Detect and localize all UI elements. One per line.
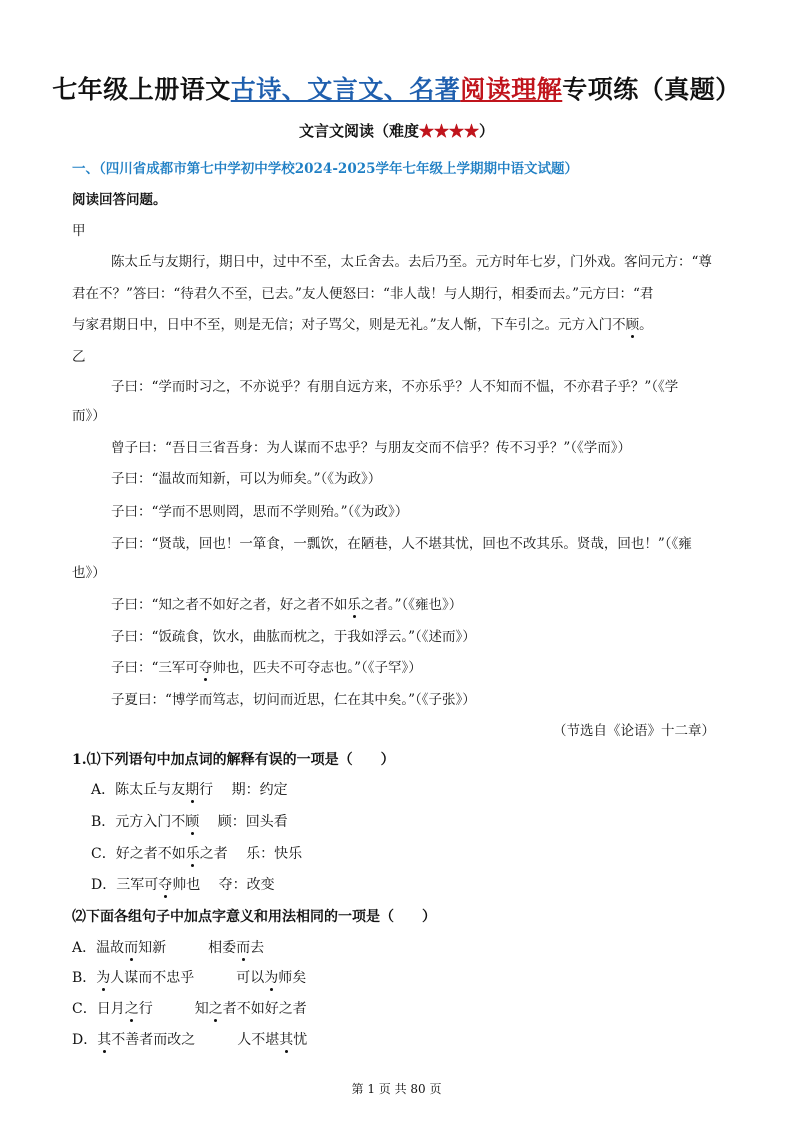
title-part-1: 七年级上册语文 [52, 75, 231, 104]
q2-option-c[interactable]: C．日月之行 知之者不如好之者 [72, 1001, 307, 1017]
passage-jia-line-3: 与家君期日中，日中不至，则是无信；对子骂父，则是无礼。”友人惭，下车引之。元方入门不顾。 [72, 317, 653, 333]
passage-citation: （节选自《论语》十二章） [553, 723, 715, 739]
passage-yi-line-4: 子曰：“学而不思则罔，思而不学则殆。”（《为政》） [111, 504, 409, 520]
q1-option-b[interactable]: B．元方入门不顾 顾：回头看 [91, 814, 288, 830]
passage-yi-line-7: 子曰：“饭疏食，饮水，曲肱而枕之，于我如浮云。”（《述而》） [111, 629, 476, 645]
dotted-char: 而 [124, 940, 139, 956]
q1-option-a[interactable]: A．陈太丘与友期行 期：约定 [91, 782, 288, 798]
page-footer: 第 1 页 共 80 页 [351, 1082, 442, 1096]
passage-jia-label: 甲 [72, 223, 86, 239]
passage-yi-line-1b: 而》） [72, 408, 106, 424]
passage-jia-line-1: 陈太丘与友期行，期日中，过中不至，太丘舍去。去后乃至。元方时年七岁，门外戏。客问元方：“尊 [111, 254, 712, 270]
instruction: 阅读回答问题。 [72, 192, 167, 208]
subtitle-close: ） [479, 122, 495, 140]
q1-option-c[interactable]: C．好之者不如乐之者 乐：快乐 [91, 846, 303, 862]
passage-yi-line-5b: 也》） [72, 565, 106, 581]
dotted-char: 顾 [625, 317, 640, 333]
dotted-char: 其 [279, 1032, 294, 1048]
passage-yi-line-8: 子曰：“三军可夺帅也，匹夫不可夺志也。”（《子罕》） [111, 660, 422, 676]
passage-yi-line-9: 子夏曰：“博学而笃志，切问而近思，仁在其中矣。”（《子张》） [111, 692, 476, 708]
q1-option-d[interactable]: D．三军可夺帅也 夺：改变 [91, 877, 275, 893]
q2-option-d[interactable]: D．其不善者而改之 人不堪其忧 [72, 1032, 308, 1048]
passage-yi-line-5: 子曰：“贤哉，回也！一箪食，一瓢饮，在陋巷，人不堪其忧，回也不改其乐。贤哉，回也！”（《雍 [111, 536, 692, 552]
question-2-stem: ⑵下面各组句子中加点字意义和用法相同的一项是（ ） [72, 909, 436, 925]
passage-yi-line-2: 曾子曰：“吾日三省吾身：为人谋而不忠乎？与朋友交而不信乎？传不习乎？”（《学而》） [111, 440, 632, 456]
dotted-char: 之 [124, 1001, 139, 1017]
dotted-char: 夺 [198, 660, 213, 676]
dotted-char: 之 [208, 1001, 223, 1017]
dotted-char: 乐 [347, 597, 361, 613]
passage-yi-line-6: 子曰：“知之者不如好之者，好之者不如乐之者。”（《雍也》） [111, 597, 463, 613]
dotted-char: 为 [264, 970, 279, 986]
question-1-stem: 1.⑴下列语句中加点词的解释有误的一项是（ ） [72, 752, 395, 768]
dotted-char: 而 [236, 940, 251, 956]
question-source: 一、（四川省成都市第七中学初中学校2024-2025学年七年级上学期期中语文试题） [72, 161, 578, 177]
q2-option-b[interactable]: B．为人谋而不忠乎 可以为师矣 [72, 970, 307, 986]
dotted-char: 其 [97, 1032, 112, 1048]
passage-jia-line-2: 君在不？”答曰：“待君久不至，已去。”友人便怒曰：“非人哉！与人期行，相委而去。”元方曰：“君 [72, 286, 654, 302]
passage-yi-line-1: 子曰：“学而时习之，不亦说乎？有朋自远方来，不亦乐乎？人不知而不愠，不亦君子乎？”（《学 [111, 379, 679, 395]
passage-yi-line-3: 子曰：“温故而知新，可以为师矣。”（《为政》） [111, 471, 382, 487]
section-subtitle [0, 120, 793, 141]
dotted-char: 为 [96, 970, 111, 986]
document-title [0, 70, 793, 106]
q2-option-a[interactable]: A．温故而知新 相委而去 [72, 940, 265, 956]
dotted-char: 期 [185, 782, 200, 798]
title-part-2: 古诗、文言文、名著 [230, 75, 461, 104]
subtitle-text: 文言文阅读（难度 [298, 122, 419, 140]
dotted-char: 乐 [185, 846, 200, 862]
passage-yi-label: 乙 [72, 349, 86, 365]
dotted-char: 夺 [158, 877, 173, 893]
title-part-3: 阅读理解 [460, 75, 563, 104]
difficulty-stars: ★★★★ [418, 122, 479, 140]
dotted-char: 顾 [185, 814, 200, 830]
title-part-4: 专项练（真题） [562, 75, 741, 104]
